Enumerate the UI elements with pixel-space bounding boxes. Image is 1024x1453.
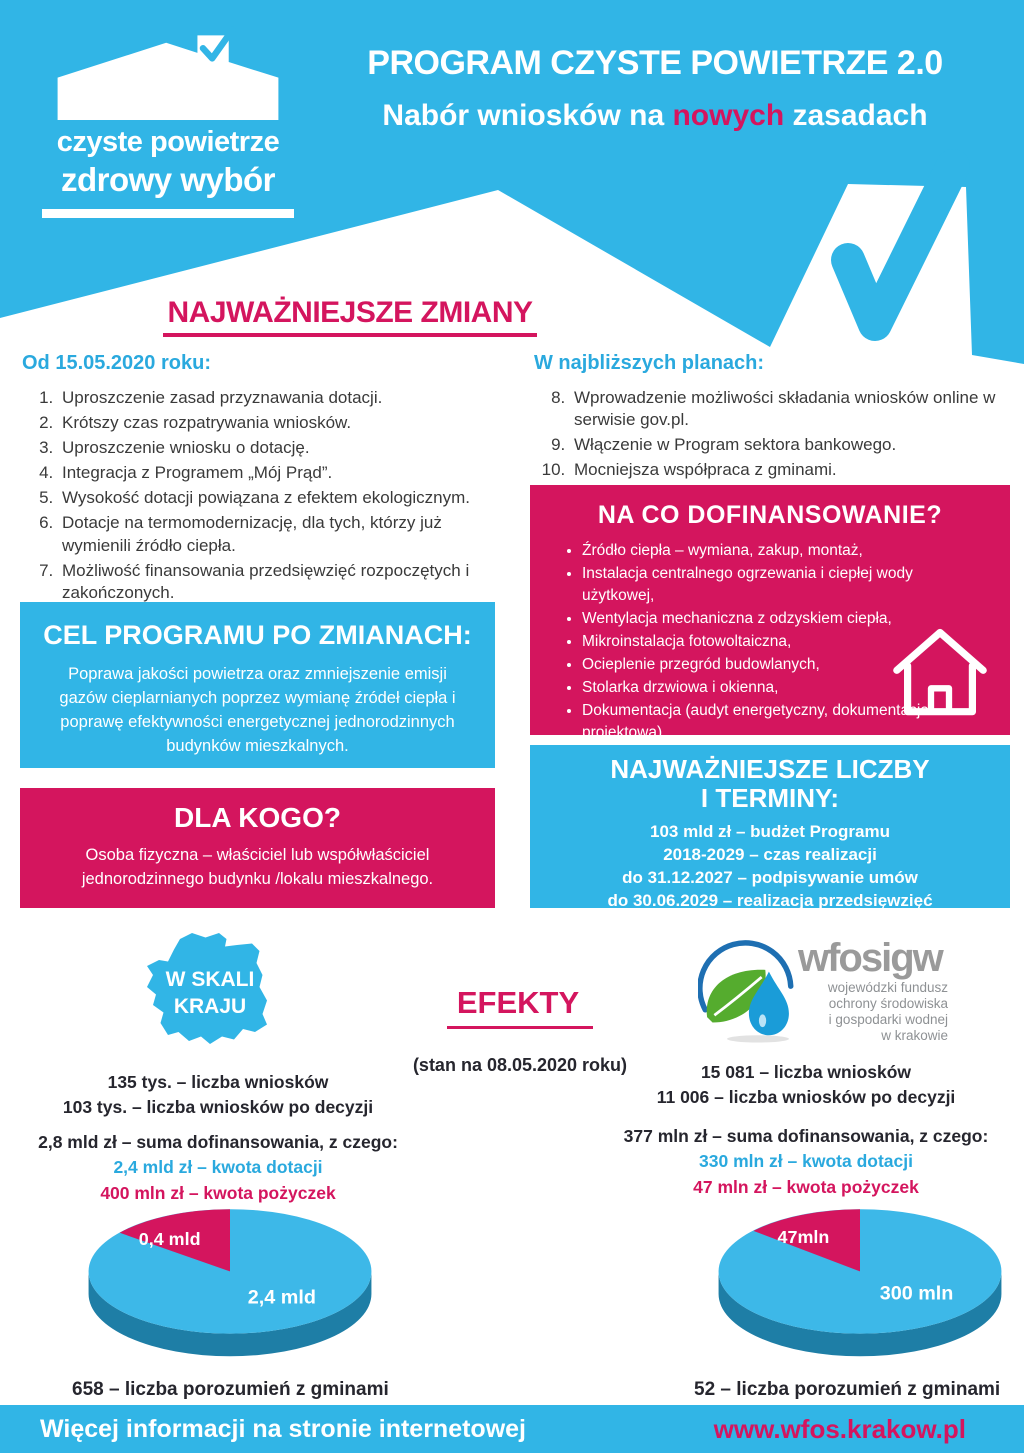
who-box-title: DLA KOGO? [174,802,341,833]
list-item: 9. Włączenie w Program sektora bankowego. [570,434,1012,456]
page-subtitle [320,99,990,133]
list-item: • Stolarka drzwiowa i okienna, [582,677,988,699]
list-item: 3. Uproszczenie wniosku o dotację. [58,437,504,459]
numbers-box-title [544,755,996,813]
house-logo-icon [45,28,291,120]
list-item: 1. Uproszczenie zasad przyznawania dotacji. [58,387,504,409]
numbers-line: do 30.06.2029 – realizacja przedsięwzięć [607,891,933,911]
wfosigw-sub-line: i gospodarki wodnej [828,1011,948,1027]
section-heading-changes [140,296,560,337]
wfosigw-subtext [798,980,948,1044]
loans-line: 400 mln zł – kwota pożyczek [100,1182,336,1203]
program-logo [42,28,294,218]
page-title: PROGRAM CZYSTE POWIETRZE 2.0 [367,44,943,82]
wfosigw-text [798,928,948,1048]
pie-label-loans: 0,4 mld [138,1229,201,1250]
who-box [20,788,495,908]
logo-underline [42,209,294,218]
leaf-drop-icon [698,928,798,1048]
drop-highlight [759,1014,766,1027]
checkbox-checkmark-icon [848,166,953,324]
list-item: • Dokumentacja (audyt energetyczny, dokumentacja projektowa). [582,700,988,744]
changes-right-title: W najbliższych planach: [534,352,765,374]
goal-box [20,602,495,768]
changes-heading-text: NAJWAŻNIEJSZE ZMIANY [163,296,536,337]
map-label-line1: W SKALI [165,968,255,991]
grants-line: 2,4 mld zł – kwota dotacji [113,1157,323,1178]
subtitle-pre: Nabór wniosków na [382,99,673,132]
house-outline-icon [886,623,994,723]
footer-url: www.wfos.krakow.pl [713,1413,966,1444]
logo-text-line2: zdrowy wybór [60,161,276,198]
list-item: • Mikroinstalacja fotowoltaiczna, [582,631,988,653]
stat-line: 135 tys. – liczba wniosków [107,1072,329,1092]
list-item: 4. Integracja z Programem „Mój Prąd”. [58,462,504,484]
subtitle-post: zasadach [784,99,928,132]
footer-info: Więcej informacji na stronie internetowej [40,1414,526,1443]
goal-box-title: CEL PROGRAMU PO ZMIANACH: [43,620,472,650]
regional-pie-caption: 52 – liczba porozumień z gminami [694,1379,1001,1400]
poland-map [122,930,298,1068]
list-item: • Źródło ciepła – wymiana, zakup, montaż, [582,540,988,562]
effects-heading: EFEKTY [447,985,593,1029]
grants-line: 330 mln zł – kwota dotacji [699,1151,913,1172]
national-pie-caption: 658 – liczba porozumień z gminami [72,1379,389,1400]
subtitle-highlight: nowych [672,99,785,132]
changes-left-list [22,387,504,604]
funding-box-title: NA CO DOFINANSOWANIE? [597,501,943,529]
numbers-lines [544,821,996,913]
list-item: • Instalacja centralnego ogrzewania i ciepłej wody użytkowej, [582,563,988,607]
list-item: 7. Możliwość finansowania przedsięwzięć rozpoczętych i zakończonych. [58,560,504,604]
changes-left-title: Od 15.05.2020 roku: [22,352,211,374]
wfosigw-logo [698,928,948,1048]
effects-status: (stan na 08.05.2020 roku) [412,1055,628,1075]
wfosigw-name: wfosigw [798,936,942,980]
changes-column-planned [534,352,1012,484]
goal-box-body: Poprawa jakości powietrza oraz zmniejszenie emisji gazów cieplarnianych poprzez wymianę źródeł ciepła i poprawę efektywności energetycznej jednorodzinnych budynków mieszkalnych. [59,665,456,755]
wfosigw-sub-line: w krakowie [881,1027,948,1043]
national-money-stats [0,1130,436,1206]
logo-shadow [727,1035,789,1042]
pie-label-loans: 47mln [777,1227,830,1248]
numbers-line: 2018-2029 – czas realizacji [663,845,877,865]
map-label-line2: KRAJU [173,995,247,1019]
stat-line: 11 006 – liczba wniosków po decyzji [656,1087,956,1108]
wfosigw-sub-line: ochrony środowiska [828,995,948,1011]
list-item: 10. Mocniejsza współpraca z gminami. [570,459,1012,481]
regional-pie-chart [690,1196,1024,1361]
numbers-line: do 31.12.2027 – podpisywanie umów [622,868,918,888]
logo-text-line1: czyste powietrze [56,126,280,158]
who-box-body: Osoba fizyczna – właściciel lub współwłaściciel jednorodzinnego budynku /lokalu mieszkalnego. [81,846,434,888]
regional-money-stats [588,1124,1024,1200]
map-label [122,966,298,1021]
house-silhouette [58,35,279,120]
changes-right-list [534,387,1012,481]
pie-label-grants: 300 mln [879,1282,954,1305]
pie-label-grants: 2,4 mld [247,1286,316,1309]
changes-column-current [22,352,504,607]
list-item: • Wentylacja mechaniczna z odzyskiem ciepła, [582,608,988,630]
list-item: 2. Krótszy czas rozpatrywania wniosków. [58,412,504,434]
stat-line: 15 081 – liczba wniosków [700,1062,912,1082]
stat-line: 377 mln zł – suma dofinansowania, z czego: [623,1126,989,1146]
numbers-title-line2: I TERMINY: [700,783,840,814]
numbers-line: 103 mld zł – budżet Programu [650,822,890,842]
loans-line: 47 mln zł – kwota pożyczek [693,1176,919,1197]
list-item: 8. Wprowadzenie możliwości składania wniosków online w serwisie gov.pl. [570,387,1012,431]
numbers-box [530,745,1010,911]
wfosigw-sub-line: wojewódzki fundusz [827,980,948,995]
header-titles [320,44,990,133]
footer-bar [0,1405,1024,1453]
list-item: 6. Dotacje na termomodernizację, dla tych, którzy już wymienili źródło ciepła. [58,512,504,556]
list-item: • Ocieplenie przegród budowlanych, [582,654,988,676]
national-pie-chart [60,1196,400,1361]
list-item: 5. Wysokość dotacji powiązana z efektem ekologicznym. [58,487,504,509]
numbers-title-line1: NAJWAŻNIEJSZE LICZBY [610,754,930,784]
national-stats [0,1070,436,1121]
stat-line: 2,8 mld zł – suma dofinansowania, z czego: [38,1132,398,1152]
stat-line: 103 tys. – liczba wniosków po decyzji [62,1097,374,1118]
regional-stats [588,1060,1024,1111]
funding-box [530,485,1010,741]
